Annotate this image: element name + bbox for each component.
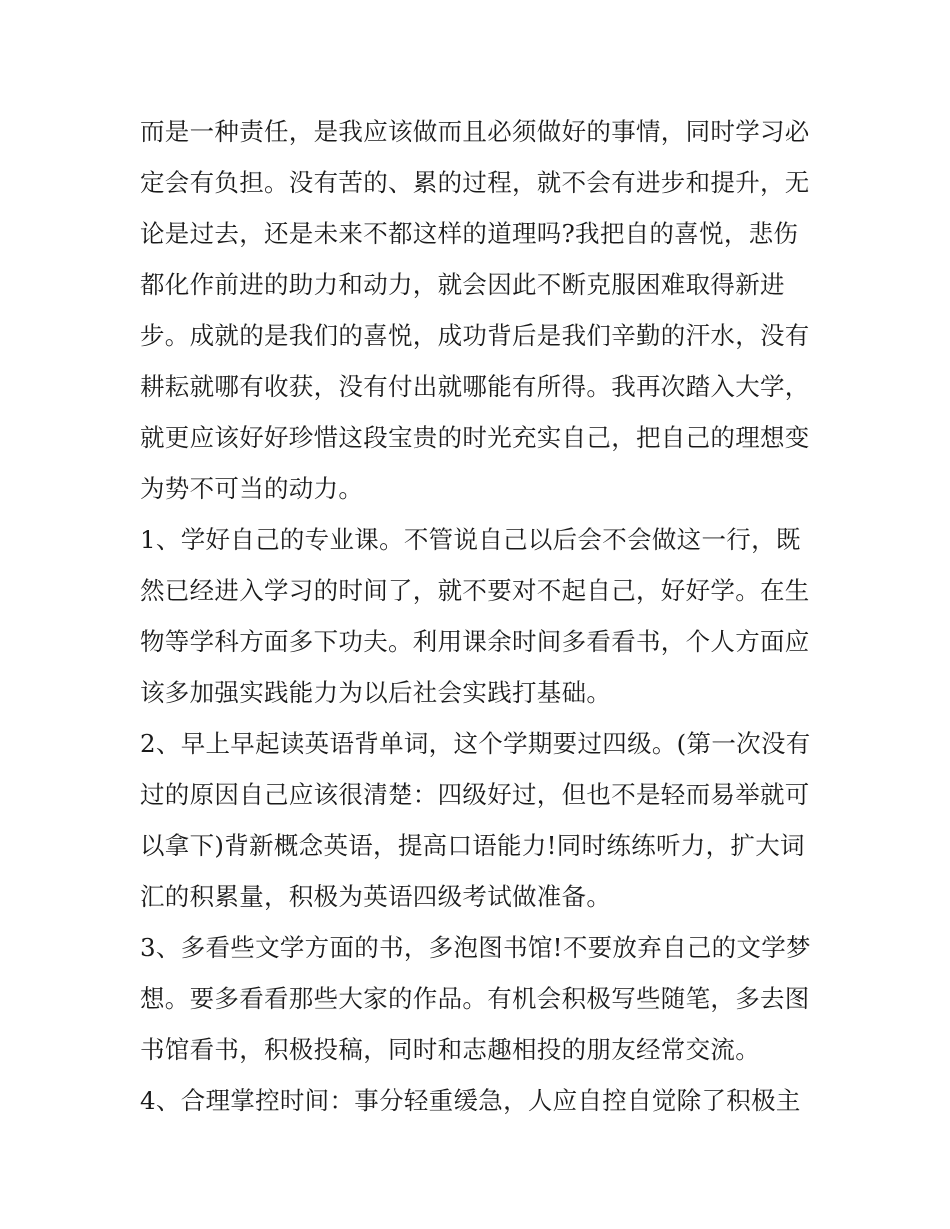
- text-line: 论是过去，还是未来不都这样的道理吗?我把自的喜悦，悲伤: [140, 219, 799, 248]
- text-line: 汇的积累量，积极为英语四级考试做准备。: [140, 882, 612, 911]
- text-line: 过的原因自己应该很清楚：四级好过，但也不是轻而易举就可: [140, 780, 810, 809]
- text-line: 然已经进入学习的时间了，就不要对不起自己，好好学。在生: [140, 576, 810, 605]
- list-item-2-line: 2、早上早起读英语背单词，这个学期要过四级。(第一次没有: [140, 729, 811, 758]
- text-line: 该多加强实践能力为以后社会实践打基础。: [140, 678, 612, 707]
- text-line: 而是一种责任，是我应该做而且必须做好的事情，同时学习必: [140, 117, 810, 146]
- list-item-4-line: 4、合理掌控时间：事分轻重缓急，人应自控自觉除了积极主: [140, 1086, 801, 1115]
- text-line: 想。要多看看那些大家的作品。有机会积极写些随笔，多去图: [140, 984, 810, 1013]
- text-line: 为势不可当的动力。: [140, 474, 364, 503]
- list-item-1-line: 1、学好自己的专业课。不管说自己以后会不会做这一行，既: [140, 525, 801, 554]
- text-line: 都化作前进的助力和动力，就会因此不断克服困难取得新进: [140, 270, 785, 299]
- text-line: 以拿下)背新概念英语，提高口语能力!同时练练听力，扩大词: [140, 831, 805, 860]
- text-line: 物等学科方面多下功夫。利用课余时间多看看书，个人方面应: [140, 627, 810, 656]
- body-text: [140, 106, 816, 1126]
- text-line: 耕耘就哪有收获，没有付出就哪能有所得。我再次踏入大学，: [140, 372, 810, 401]
- text-line: 书馆看书，积极投稿，同时和志趣相投的朋友经常交流。: [140, 1035, 760, 1064]
- text-line: 步。成就的是我们的喜悦，成功背后是我们辛勤的汗水，没有: [140, 321, 810, 350]
- text-line: 定会有负担。没有苦的、累的过程，就不会有进步和提升，无: [140, 168, 810, 197]
- list-item-3-line: 3、多看些文学方面的书，多泡图书馆!不要放弃自己的文学梦: [140, 933, 811, 962]
- text-line: 就更应该好好珍惜这段宝贵的时光充实自己，把自己的理想变: [140, 423, 810, 452]
